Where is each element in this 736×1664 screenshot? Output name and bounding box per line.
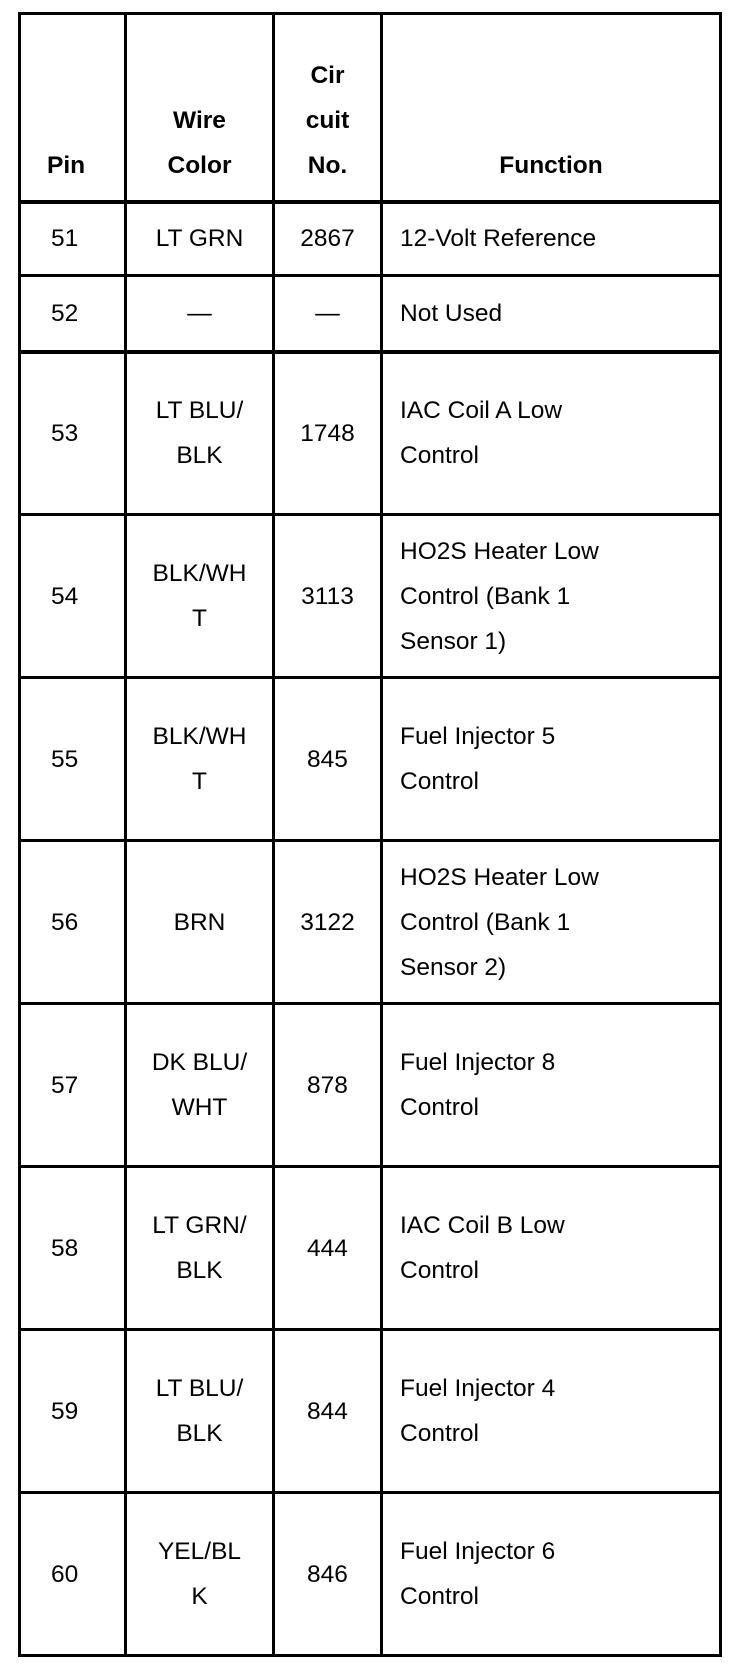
wire-color-cell bbox=[126, 515, 274, 678]
header-pin-label: Pin bbox=[47, 151, 86, 179]
circuit-no-cell: — bbox=[274, 276, 382, 352]
table-row bbox=[20, 1004, 721, 1167]
table-row bbox=[20, 515, 721, 678]
pin-cell: 59 bbox=[20, 1330, 126, 1493]
table-row bbox=[20, 202, 721, 276]
table-row bbox=[20, 841, 721, 1004]
header-circuit-no-label: Cir cuit No. bbox=[305, 61, 350, 179]
function-text: Fuel Injector 8 Control bbox=[400, 1049, 556, 1121]
circuit-no-cell: 444 bbox=[274, 1167, 382, 1330]
header-wire-color bbox=[126, 14, 274, 202]
table-row bbox=[20, 1167, 721, 1330]
pin-cell: 57 bbox=[20, 1004, 126, 1167]
wire-color-cell bbox=[126, 841, 274, 1004]
circuit-no-cell: 844 bbox=[274, 1330, 382, 1493]
wire-color-text: BLK/WHT bbox=[152, 560, 247, 632]
function-text: Fuel Injector 5 Control bbox=[400, 723, 556, 795]
pin-cell: 54 bbox=[20, 515, 126, 678]
pin-cell: 58 bbox=[20, 1167, 126, 1330]
function-text: HO2S Heater Low Control (Bank 1 Sensor 1) bbox=[400, 537, 599, 655]
pin-cell: 51 bbox=[20, 202, 126, 276]
function-cell bbox=[382, 352, 721, 515]
function-cell bbox=[382, 276, 721, 352]
function-text: Fuel Injector 4 Control bbox=[400, 1375, 556, 1447]
circuit-no-cell: 3113 bbox=[274, 515, 382, 678]
wire-color-text: LT BLU/BLK bbox=[155, 397, 244, 470]
wire-color-cell bbox=[126, 1167, 274, 1330]
function-text: Not Used bbox=[400, 299, 503, 327]
wire-color-text: — bbox=[187, 299, 212, 327]
header-function bbox=[382, 14, 721, 202]
connector-pinout-table bbox=[18, 12, 722, 1657]
function-cell bbox=[382, 1004, 721, 1167]
function-text: HO2S Heater Low Control (Bank 1 Sensor 2) bbox=[400, 863, 599, 981]
circuit-no-cell: 846 bbox=[274, 1493, 382, 1656]
function-cell bbox=[382, 1493, 721, 1656]
pin-cell: 53 bbox=[20, 352, 126, 515]
function-cell bbox=[382, 678, 721, 841]
pin-cell: 56 bbox=[20, 841, 126, 1004]
wire-color-cell bbox=[126, 1004, 274, 1167]
wire-color-text: DK BLU/WHT bbox=[151, 1049, 248, 1121]
table-body bbox=[20, 202, 721, 1656]
wire-color-text: LT BLU/BLK bbox=[155, 1375, 244, 1447]
header-circuit-no bbox=[274, 14, 382, 202]
function-cell bbox=[382, 1167, 721, 1330]
table-row bbox=[20, 1493, 721, 1656]
table-row bbox=[20, 276, 721, 352]
wire-color-text: BRN bbox=[173, 908, 226, 936]
function-text: IAC Coil B Low Control bbox=[400, 1212, 565, 1284]
circuit-no-cell: 3122 bbox=[274, 841, 382, 1004]
function-text: Fuel Injector 6 Control bbox=[400, 1538, 556, 1610]
pin-cell: 60 bbox=[20, 1493, 126, 1656]
function-cell bbox=[382, 202, 721, 276]
wire-color-text: YEL/BLK bbox=[157, 1538, 242, 1610]
wire-color-cell bbox=[126, 202, 274, 276]
circuit-no-cell: 1748 bbox=[274, 352, 382, 515]
table-row bbox=[20, 678, 721, 841]
circuit-no-cell: 878 bbox=[274, 1004, 382, 1167]
wire-color-text: LT GRN/BLK bbox=[152, 1212, 247, 1284]
pin-cell: 55 bbox=[20, 678, 126, 841]
wire-color-cell bbox=[126, 276, 274, 352]
function-text: IAC Coil A Low Control bbox=[400, 397, 563, 470]
wire-color-cell bbox=[126, 352, 274, 515]
header-row bbox=[20, 14, 721, 202]
circuit-no-cell: 2867 bbox=[274, 202, 382, 276]
wire-color-text: LT GRN bbox=[155, 225, 244, 253]
wire-color-text: BLK/WHT bbox=[152, 723, 247, 795]
circuit-no-cell: 845 bbox=[274, 678, 382, 841]
table-row bbox=[20, 352, 721, 515]
table-row bbox=[20, 1330, 721, 1493]
table-header bbox=[20, 14, 721, 202]
wire-color-cell bbox=[126, 1493, 274, 1656]
pin-cell: 52 bbox=[20, 276, 126, 352]
header-pin bbox=[20, 14, 126, 202]
wire-color-cell bbox=[126, 678, 274, 841]
function-text: 12-Volt Reference bbox=[400, 225, 597, 253]
wire-color-cell bbox=[126, 1330, 274, 1493]
function-cell bbox=[382, 841, 721, 1004]
function-cell bbox=[382, 515, 721, 678]
header-wire-color-label: Wire Color bbox=[167, 106, 232, 179]
header-function-label: Function bbox=[499, 151, 603, 179]
function-cell bbox=[382, 1330, 721, 1493]
